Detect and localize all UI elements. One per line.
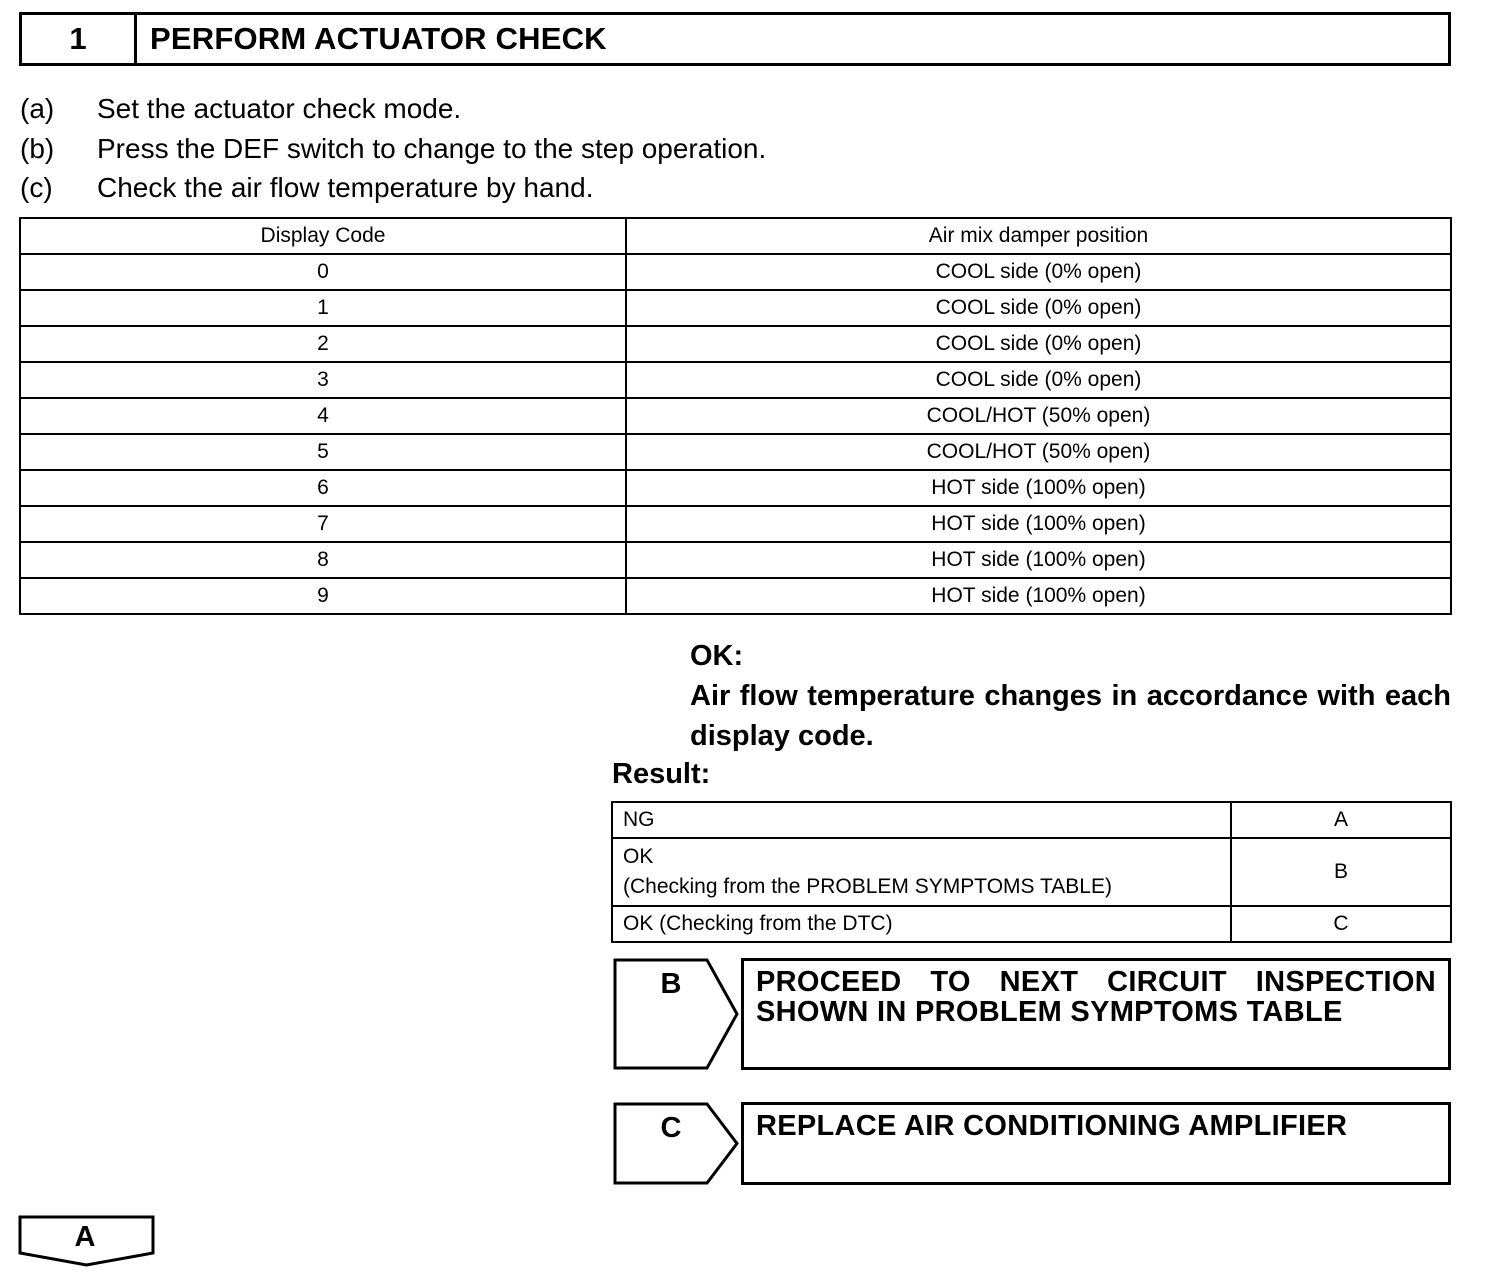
- table-row: [20, 434, 1451, 470]
- damper-position-cell: COOL side (0% open): [626, 326, 1451, 362]
- result-condition-line: (Checking from the PROBLEM SYMPTOMS TABLE): [623, 875, 1112, 898]
- instruction-a: [20, 92, 461, 126]
- step-header: [19, 12, 1451, 66]
- table-row: [20, 326, 1451, 362]
- table-row: [20, 290, 1451, 326]
- instruction-text: Press the DEF switch to change to the step operation.: [97, 133, 767, 164]
- action-text: PROCEED TO NEXT CIRCUIT INSPECTION SHOWN IN PROBLEM SYMPTOMS TABLE: [756, 966, 1436, 1028]
- damper-position-cell: COOL side (0% open): [626, 290, 1451, 326]
- result-condition-cell: NG: [612, 802, 1231, 838]
- damper-position-cell: HOT side (100% open): [626, 506, 1451, 542]
- damper-position-cell: HOT side (100% open): [626, 470, 1451, 506]
- step-number: 1: [22, 15, 137, 63]
- damper-position-cell: COOL/HOT (50% open): [626, 398, 1451, 434]
- display-code-cell: 4: [20, 398, 626, 434]
- result-condition-line: OK: [623, 845, 654, 868]
- table-row: [20, 254, 1451, 290]
- action-text: REPLACE AIR CONDITIONING AMPLIFIER: [756, 1110, 1348, 1142]
- table-row: [20, 362, 1451, 398]
- branch-a: [18, 1215, 156, 1267]
- display-code-cell: 2: [20, 326, 626, 362]
- column-header-damper-position: Air mix damper position: [626, 218, 1451, 254]
- damper-position-cell: HOT side (100% open): [626, 578, 1451, 614]
- result-value-cell: C: [1231, 906, 1451, 942]
- display-code-table: [19, 217, 1452, 615]
- display-code-cell: 8: [20, 542, 626, 578]
- branch-b: [613, 958, 1453, 1070]
- table-row: [20, 470, 1451, 506]
- column-header-display-code: Display Code: [20, 218, 626, 254]
- table-row: [20, 506, 1451, 542]
- ok-criterion: [690, 636, 1451, 756]
- instruction-text: Set the actuator check mode.: [97, 93, 462, 124]
- instruction-label: (c): [20, 172, 53, 203]
- instruction-c: [20, 171, 593, 205]
- table-row: [20, 542, 1451, 578]
- table-row: [612, 838, 1451, 906]
- branch-c: [613, 1102, 1453, 1185]
- result-condition-cell: [612, 838, 1231, 906]
- damper-position-cell: HOT side (100% open): [626, 542, 1451, 578]
- display-code-cell: 1: [20, 290, 626, 326]
- display-code-cell: 6: [20, 470, 626, 506]
- table-row: [612, 906, 1451, 942]
- display-code-cell: 5: [20, 434, 626, 470]
- result-condition-cell: OK (Checking from the DTC): [612, 906, 1231, 942]
- table-row: [20, 398, 1451, 434]
- instruction-text: Check the air flow temperature by hand.: [97, 172, 594, 203]
- display-code-cell: 3: [20, 362, 626, 398]
- damper-position-cell: COOL side (0% open): [626, 362, 1451, 398]
- display-code-cell: 7: [20, 506, 626, 542]
- result-table: [611, 801, 1452, 943]
- instruction-label: (b): [20, 133, 55, 164]
- ok-label: OK:: [690, 640, 744, 672]
- result-value-cell: B: [1231, 838, 1451, 906]
- branch-letter: C: [660, 1112, 682, 1144]
- display-code-cell: 9: [20, 578, 626, 614]
- action-box: [741, 1102, 1451, 1185]
- damper-position-cell: COOL side (0% open): [626, 254, 1451, 290]
- display-code-cell: 0: [20, 254, 626, 290]
- table-header-row: [20, 218, 1451, 254]
- result-value-cell: A: [1231, 802, 1451, 838]
- branch-letter: B: [660, 968, 682, 1000]
- result-label: Result:: [612, 758, 711, 790]
- instruction-b: [20, 132, 766, 166]
- damper-position-cell: COOL/HOT (50% open): [626, 434, 1451, 470]
- table-row: [612, 802, 1451, 838]
- step-title: PERFORM ACTUATOR CHECK: [150, 21, 607, 56]
- branch-letter: A: [74, 1221, 96, 1253]
- action-box: [741, 958, 1451, 1070]
- ok-text: Air flow temperature changes in accordance with each display code.: [690, 680, 1451, 752]
- instruction-label: (a): [20, 93, 55, 124]
- table-row: [20, 578, 1451, 614]
